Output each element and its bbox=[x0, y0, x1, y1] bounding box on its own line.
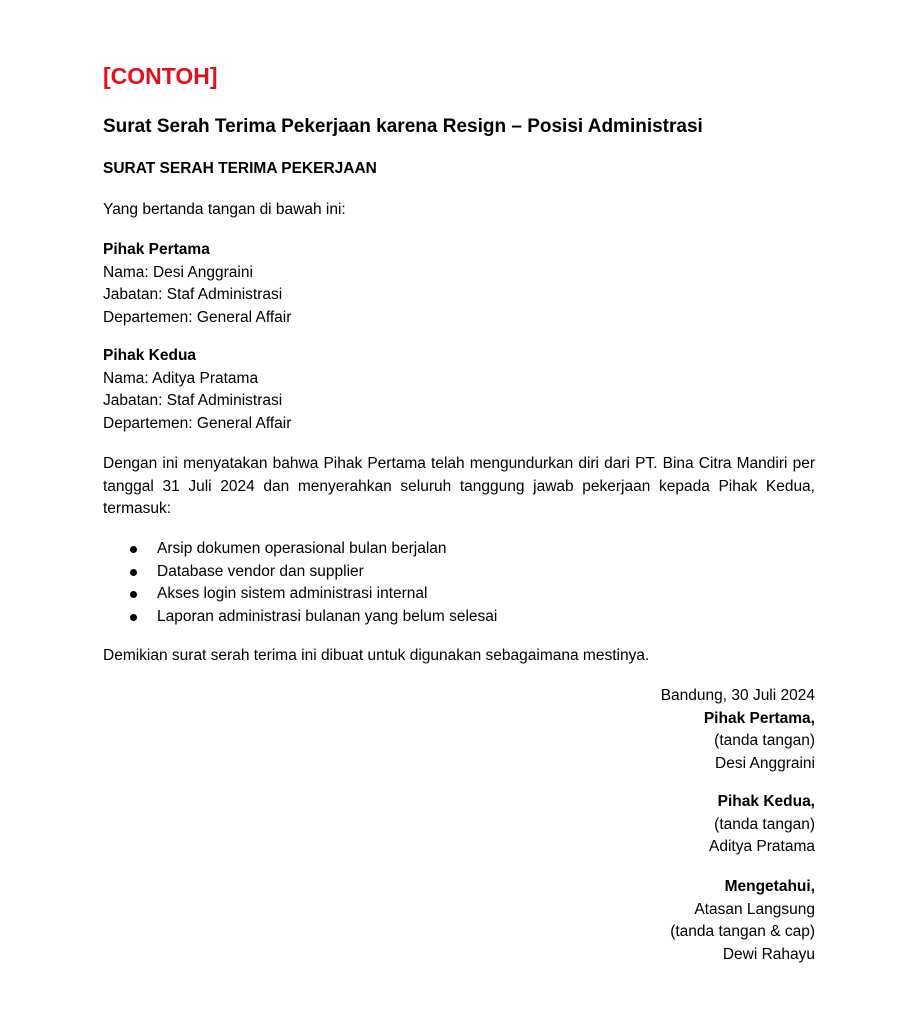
first-party-section bbox=[103, 239, 291, 329]
second-party-signature bbox=[709, 791, 815, 859]
closing-text: Demikian surat serah terima ini dibuat untuk digunakan sebagaimana mestinya. bbox=[103, 647, 650, 664]
bullet-icon bbox=[130, 546, 137, 553]
task-text: Laporan administrasi bulanan yang belum selesai bbox=[157, 607, 498, 625]
acknowledgement-role: Mengetahui, bbox=[724, 878, 815, 895]
second-party-role: Pihak Kedua, bbox=[717, 793, 815, 810]
task-list-item bbox=[103, 538, 497, 561]
second-party-signer-name: Aditya Pratama bbox=[709, 838, 815, 855]
first-party-department: Departemen: General Affair bbox=[103, 308, 292, 326]
first-party-signer-name: Desi Anggraini bbox=[715, 754, 815, 772]
acknowledgement-signature bbox=[670, 876, 815, 966]
task-text: Akses login sistem administrasi internal bbox=[157, 585, 428, 602]
first-party-title: Pihak Pertama bbox=[103, 241, 210, 258]
task-text: Database vendor dan supplier bbox=[157, 562, 364, 580]
second-party-title: Pihak Kedua bbox=[103, 347, 197, 364]
letter-heading: SURAT SERAH TERIMA PEKERJAAN bbox=[103, 160, 377, 177]
second-party-position: Jabatan: Staf Administrasi bbox=[103, 392, 283, 409]
task-list-item bbox=[103, 606, 497, 629]
bullet-icon bbox=[130, 614, 137, 621]
statement-paragraph: Dengan ini menyatakan bahwa Pihak Pertama telah mengundurkan diri dari PT. Bina Citra Mandiri per tanggal 31 Juli 2024 dan menyerahkan seluruh tanggung jawab pekerjaan kepada Pihak Kedua, termasuk: bbox=[103, 455, 815, 517]
supervisor-title: Atasan Langsung bbox=[694, 900, 815, 918]
document-title: Surat Serah Terima Pekerjaan karena Resign – Posisi Administrasi bbox=[103, 116, 703, 137]
bullet-icon bbox=[130, 591, 137, 598]
example-label: [CONTOH] bbox=[103, 63, 218, 89]
bullet-icon bbox=[130, 569, 137, 576]
second-party-section bbox=[103, 345, 291, 435]
intro-text: Yang bertanda tangan di bawah ini: bbox=[103, 201, 346, 218]
first-party-role: Pihak Pertama, bbox=[703, 709, 815, 727]
first-party-name: Nama: Desi Anggraini bbox=[103, 263, 253, 281]
supervisor-sign-note: (tanda tangan & cap) bbox=[670, 923, 815, 940]
task-list bbox=[103, 538, 497, 628]
task-text: Arsip dokumen operasional bulan berjalan bbox=[157, 540, 447, 557]
place-date: Bandung, 30 Juli 2024 bbox=[660, 687, 815, 704]
second-party-department: Departemen: General Affair bbox=[103, 414, 292, 432]
task-list-item bbox=[103, 561, 497, 584]
first-party-signature bbox=[661, 685, 815, 775]
supervisor-name: Dewi Rahayu bbox=[722, 945, 815, 963]
first-party-position: Jabatan: Staf Administrasi bbox=[103, 286, 283, 303]
first-party-sign-note: (tanda tangan) bbox=[714, 732, 815, 749]
second-party-sign-note: (tanda tangan) bbox=[714, 815, 815, 833]
task-list-item bbox=[103, 583, 497, 606]
second-party-name: Nama: Aditya Pratama bbox=[103, 369, 259, 387]
